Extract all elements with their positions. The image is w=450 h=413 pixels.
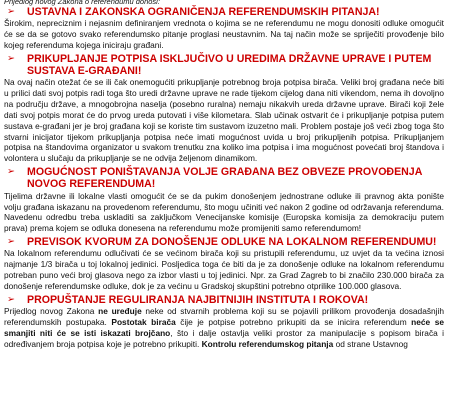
section-heading-3 [4,166,444,191]
section-body: Na ovaj način otežat će se ili čak onemogućiti prikupljanje potrebnog broja potpisa birača. Veliki broj građana neće biti u prilici dati svoj potpis radi toga što uredi državne uprave ne rade tijekom cijelog dana niti vikendom, nema ih dovoljno na području države, a mnogobrojna naselja (posebno ruralna) nemaju nikakvih ureda državne uprave. Birači koji žele dati svoj potpis morat će do prvog ureda putovati i više kilometara. Slab učinak ostvarit će i prikupljanje potpisa putem sustava e-građani jer je broj građana koji se koriste tim sustavom izuzetno mali. Problem postaje još veći zbog toga što stvarni inicijator tijekom prikupljanja potpisa neće imati mogućnost uvida u broj prikupljenih potpisa. Prikupljanjem potpisa na štandovima organizator u svakom trenutku zna koliko ima potpisa i ima mogućnost povećati broj štandova i volontera u slučaju da prikupljanje se ne odvija željenom dinamikom. [4,77,444,164]
body-fragment: neke od stvarnih problema koji su se pojavili prilikom provođenja dosadašnjih referendumskih postupaka. [4,306,444,327]
section-heading-1 [4,6,444,18]
body-fragment: od strane Ustavnog [333,338,408,349]
section-title: PROPUŠTANJE REGULIRANJA NAJBITNIJIH INSTITUTA I ROKOVA! [27,293,369,306]
body-fragment-bold: Postotak birača [111,316,176,327]
section-title: MOGUĆNOST PONIŠTAVANJA VOLJE GRAĐANA BEZ OBVEZE PROVOĐENJA NOVOG REFERENDUMA! [27,166,422,191]
section-body: Širokim, nepreciznim i nejasnim definiranjem vrednota o kojima se ne referendumu ne mogu donositi odluke omogućit će se da se gotovo svako referendumsko pitanje proglasi neustavnim. Na taj način može se spriječiti provođenje bilo kojeg referenduma kojega iniciraju građani. [4,18,444,50]
section-body: Tijelima državne ili lokalne vlasti omogućit će se da pukim donošenjem jednostrane odluke ili pravnog akta ponište volju građana iskazanu na provedenom referendumu, što mogu učiniti već nakon 2 godine od održavanja referenduma. Navedenu odredbu treba uskladiti sa zaključkom Venecijanske komisije (Europska komisija za demokraciju putem prava) prema kojem se odluka donesena na referendumu može promijeniti samo referendumom! [4,190,444,234]
body-fragment-bold: neće se smanjiti niti će se isti iskazati brojčano [4,316,444,338]
body-fragment: čije je potpise potrebno prikupiti da se inicira referendum [175,316,412,327]
section-title: PREVISOK KVORUM ZA DONOŠENJE ODLUKE NA LOKALNOM REFERENDUMU! [27,236,437,249]
arrow-bullet-icon: ➢ [7,6,15,17]
body-fragment: Prijedlog novog Zakona [4,306,99,317]
arrow-bullet-icon: ➢ [7,293,15,305]
arrow-bullet-icon: ➢ [7,52,15,64]
section-title: USTAVNA I ZAKONSKA OGRANIČENJA REFERENDUMSKIH PITANJA! [27,6,380,18]
section-heading-2 [4,53,444,78]
body-fragment: , što i dalje ostavlja veliki prostor za manipulacije s popisom birača i određivanjem broja potpisa koje je potrebno prikupiti. [4,327,444,349]
section-title: PRIKUPLJANJE POTPISA ISKLJUČIVO U UREDIMA DRŽAVNE UPRAVE I PUTEM SUSTAVA E-GRAĐANI! [27,52,432,78]
intro-line: Prijedlog novog Zakona o referendumu donosi: [4,0,160,6]
section-heading-5 [4,294,444,306]
body-fragment-bold: Kontrolu referendumskog pitanja [201,338,334,349]
section-body [4,306,444,349]
arrow-bullet-icon: ➢ [7,236,15,248]
body-fragment-bold: ne uređuje [98,306,142,317]
arrow-bullet-icon: ➢ [7,166,15,178]
section-body: Na lokalnom referendumu odlučivati će se većinom birača koji su pristupili referendumu, uz uvjet da ta većina iznosi najmanje 1/3 birača u toj lokalnoj jedinici. Posljedica toga će biti da je za donošenje odluke na lokalnom referendumu potreban puno veći broj glasova nego za izbor vlasti u toj jedinici. Npr. za Grad Zagreb to bi značilo 230.000 birača za donošenje referendumske odluke, dok je za većinu u Gradskoj skupštini potrebno otprilike 100.000 glasova. [4,248,444,291]
section-heading-4 [4,236,444,248]
